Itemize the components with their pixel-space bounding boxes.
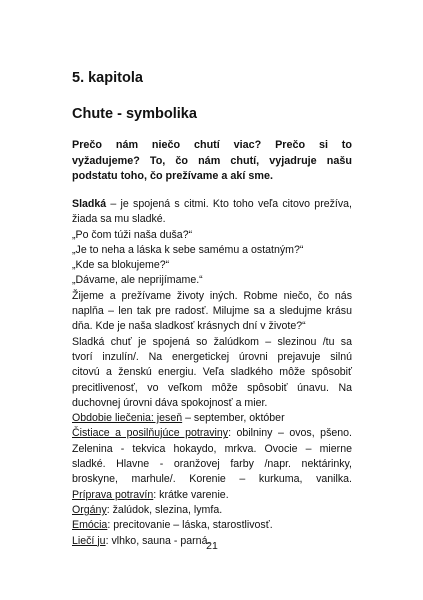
body-line	[72, 426, 352, 441]
body-line: naplňa – len tak pre radosť. Milujme sa a sledujme krásu	[72, 305, 352, 318]
heading-cleansing-foods: Čistiace a posilňujúce potraviny	[72, 427, 229, 440]
chapter-heading: 5. kapitola	[72, 70, 143, 86]
body-line: broskyne, marhule/. Korenie – kurkuma, vanilka.	[72, 473, 352, 486]
body-line: Sladká chuť je spojená so žalúdkom – slezinou /tu sa	[72, 335, 352, 348]
body-line: citovú a ženskú energiu. Veľa sladkého môže spôsobiť	[72, 366, 352, 379]
body-text-run: : krátke varenie.	[153, 488, 229, 501]
body-line	[72, 411, 352, 426]
page-number: 21	[206, 540, 218, 552]
heading-organs: Orgány	[72, 503, 107, 516]
body-line: tvorí inzulín/. Na energetickej úrovni prejavuje silnú	[72, 350, 352, 363]
body-line: precitlivenosť, vo veľkom môže spôsobiť únavu. Na	[72, 381, 352, 394]
body-text	[72, 197, 352, 549]
lead-line: podstatu toho, čo prežívame a akí sme.	[72, 170, 273, 182]
body-text-run: – je spojená s citmi. Kto toho veľa citovo prežíva,	[106, 198, 352, 210]
body-text-run: : precitovanie – láska, starostlivosť.	[107, 519, 273, 532]
lead-line: Prečo nám niečo chutí viac? Prečo si to	[72, 139, 352, 151]
heading-healed-by: Liečí ju	[72, 534, 106, 547]
body-text-run: : vlhko, sauna - parná.	[105, 534, 211, 547]
body-line: sladké. Hlavne - oranžovej farby /napr. nektárinky,	[72, 458, 352, 471]
body-line	[72, 518, 352, 533]
section-title: Chute - symbolika	[72, 106, 197, 122]
body-line: Žijeme a prežívame životy iných. Robme niečo, čo nás	[72, 289, 352, 302]
body-text-run: : žalúdok, slezina, lymfa.	[106, 503, 223, 516]
body-line: duchovnej úrovni dáva spokojnosť a mier.	[72, 396, 268, 409]
body-line: žiada sa mu sladké.	[72, 213, 166, 226]
heading-emotion: Emócia	[72, 519, 108, 532]
term-sweet: Sladká	[72, 198, 107, 210]
body-line: „Je to neha a láska k sebe samému a ostatným?“	[72, 243, 304, 256]
body-line: dňa. Kde je naša sladkosť krásnych dní v živote?“	[72, 320, 306, 333]
body-text-run: : obilniny – ovos, pšeno.	[228, 427, 352, 440]
body-line: „Kde sa blokujeme?“	[72, 259, 170, 272]
lead-line: vyžadujeme? To, čo nám chutí, vyjadruje našu	[72, 154, 352, 167]
body-text-run: – september, október	[182, 412, 285, 425]
body-line	[72, 488, 352, 503]
body-line: „Po čom túži naša duša?“	[72, 228, 193, 241]
body-line: Zelenina - tekvica hokaydo, mrkva. Ovocie – mierne	[72, 442, 352, 455]
body-line	[72, 197, 352, 212]
body-line: „Dávame, ale neprijímame.“	[72, 274, 203, 287]
heading-food-preparation: Príprava potravín	[72, 488, 154, 501]
body-line	[72, 503, 352, 518]
lead-paragraph	[72, 138, 352, 185]
heading-healing-period: Obdobie liečenia: jeseň	[72, 412, 183, 425]
